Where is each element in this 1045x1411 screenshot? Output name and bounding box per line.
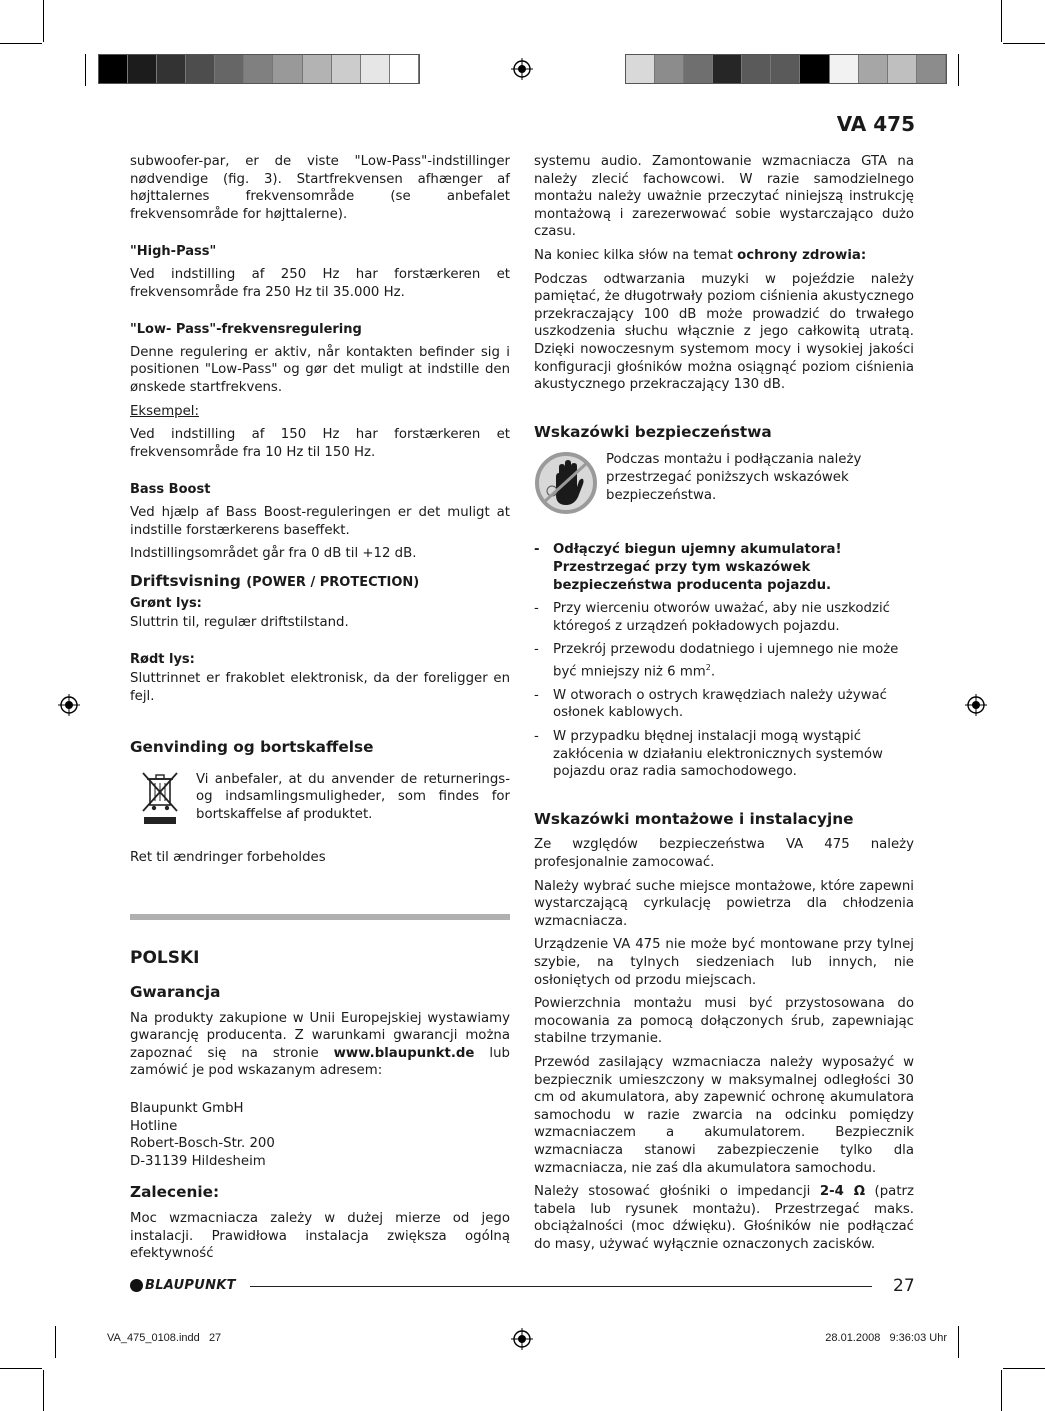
- heading-gwarancja: Gwarancja: [130, 983, 221, 1002]
- text-bold: ochrony zdrowia:: [737, 247, 867, 263]
- color-swatch: [361, 55, 390, 83]
- color-swatch: [99, 55, 128, 83]
- reserve-note: Ret til ændringer forbeholdes: [130, 849, 326, 865]
- color-swatch: [186, 55, 215, 83]
- crop-mark: [1001, 0, 1002, 42]
- paragraph: Sluttrin til, regulær driftstilstand.: [130, 614, 349, 630]
- text: Na produkty zakupione w Unii Europejskiej wystawiamy gwarancję producenta. Z warunkami gwarancji można zapoznać się na stronie: [130, 1010, 510, 1061]
- color-bar-right: [625, 54, 947, 84]
- blaupunkt-link[interactable]: www.blaupunkt.de: [333, 1045, 475, 1061]
- crop-mark: [85, 54, 86, 86]
- left-column: [130, 153, 510, 1269]
- paragraph: Denne regulering er aktiv, når kontakten befinder sig i positionen "Low-Pass" og gør det muligt at indstille den ønskede startfrekvens.: [130, 344, 510, 395]
- text: (patrz tabela lub rysunek montażu). Przestrzegać maks. obciążalności (moc dźwięku). Głośników nie podłączać do masy, używać wyłącznie oznaczonych zacisków.: [534, 1184, 914, 1252]
- paragraph: Ved hjælp af Bass Boost-reguleringen er det muligt at indstille forstærkerens baseffekt.: [130, 504, 510, 538]
- color-swatch: [390, 55, 419, 83]
- paragraph: Podczas odtwarzania muzyki w pojeździe należy pamiętać, że długotrwały poziom ciśnienia akustycznego przekraczający 100 dB może prowadzić do trwałego uszkodzenia słuchu włącznie z jego całkowitą utratą. Dzięki nowoczesnym systemom mocy i wysokiej jakości konfiguracji głośników można osiągnąć poziom ciśnienia akustycznego przekraczający 130 dB.: [534, 271, 914, 393]
- crop-mark: [0, 1368, 42, 1369]
- paragraph: Indstillingsområdet går fra 0 dB til +12 dB.: [130, 546, 417, 562]
- crop-mark: [958, 54, 959, 86]
- color-swatch: [332, 55, 361, 83]
- paragraph: Vi anbefaler, at du anvender de returnerings- og indsamlingsmuligheder, som findes for bortskaffelse af produktet.: [196, 771, 510, 823]
- paragraph: [534, 247, 914, 265]
- color-swatch: [655, 55, 684, 83]
- color-swatch: [273, 55, 302, 83]
- crop-mark: [958, 1326, 959, 1358]
- address-line: Robert-Bosch-Str. 200: [130, 1136, 275, 1152]
- registration-mark-icon: [965, 694, 987, 716]
- paragraph: [130, 1010, 510, 1080]
- registration-mark-icon: [58, 694, 80, 716]
- list-item: - W otworach o ostrych krawędziach należy używać osłonek kablowych.: [534, 687, 914, 722]
- crop-mark: [55, 1326, 56, 1358]
- heading-high-pass: "High-Pass": [130, 244, 217, 260]
- color-swatch: [626, 55, 655, 83]
- text-bold: 2-4 Ω: [819, 1184, 866, 1200]
- paragraph: [534, 1183, 914, 1253]
- recycling-block: [130, 771, 510, 827]
- address-line: D-31139 Hildesheim: [130, 1153, 266, 1169]
- heading-safety: Wskazówki bezpieczeństwa: [534, 422, 772, 441]
- registration-mark-icon: [511, 1328, 533, 1350]
- color-swatch: [888, 55, 917, 83]
- brand-name: BLAUPUNKT: [145, 1278, 236, 1293]
- heading-low-pass: "Low- Pass"-frekvensregulering: [130, 322, 362, 338]
- print-date: 28.01.2008 9:36:03 Uhr: [825, 1332, 947, 1344]
- color-swatch: [215, 55, 244, 83]
- superscript: 2: [705, 662, 711, 672]
- paragraph: Ved indstilling af 250 Hz har forstærkeren et frekvensområde fra 250 Hz til 35.000 Hz.: [130, 266, 510, 300]
- heading-mounting: Wskazówki montażowe i instalacyjne: [534, 809, 854, 828]
- crop-mark: [1001, 1370, 1002, 1411]
- stop-hand-icon: [534, 451, 598, 515]
- color-swatch: [917, 55, 946, 83]
- text: Na koniec kilka słów na temat: [534, 247, 738, 263]
- section-divider: [130, 914, 510, 920]
- address-line: Blaupunkt GmbH: [130, 1101, 244, 1116]
- brand-dot-icon: [130, 1279, 143, 1292]
- crop-mark: [1003, 43, 1045, 44]
- crop-mark: [43, 1370, 44, 1411]
- color-swatch: [303, 55, 332, 83]
- color-swatch: [742, 55, 771, 83]
- paragraph: Ze względów bezpieczeństwa VA 475 należy profesjonalnie zamocować.: [534, 837, 914, 871]
- crop-mark: [0, 43, 42, 44]
- color-swatch: [859, 55, 888, 83]
- color-swatch: [157, 55, 186, 83]
- paragraph: Przewód zasilający wzmacniacza należy wyposażyć w bezpiecznik umieszczony w maksymalnej odległości 30 cm od akumulatora, aby zapewnić ochronę akumulatora samochodu w razie zwarcia na odcinku pomiędzy wzmacniaczem a akumulatorem. Bezpiecznik wzmacniacza stanowi zabezpieczenie tylko dla wzmacniacza, nie zaś dla akumulatora samochodu.: [534, 1054, 914, 1176]
- text: lub zamówić je pod wskazanym adresem:: [130, 1045, 510, 1079]
- paragraph: Urządzenie VA 475 nie może być montowane przy tylnej szybie, na tylnych siedzeniach lub innych, nie osłoniętych od przodu miejscach.: [534, 937, 914, 988]
- safety-list: [534, 541, 914, 781]
- right-column: [534, 153, 914, 1260]
- color-bar-left: [98, 54, 420, 84]
- heading-polski: POLSKI: [130, 948, 200, 969]
- paragraph: Moc wzmacniacza zależy w dużej mierze od jego instalacji. Prawidłowa instalacja zwiększa ogólną efektywność: [130, 1210, 510, 1262]
- heading-red-light: Rødt lys:: [130, 652, 195, 668]
- crossed-bin-icon: [140, 771, 180, 827]
- heading-subtext: (POWER / PROTECTION): [246, 574, 420, 590]
- heading-zalecenie: Zalecenie:: [130, 1183, 220, 1202]
- address-block: [130, 1100, 510, 1170]
- list-item: - Przy wierceniu otworów uważać, aby nie uszkodzić któregoś z urządzeń pokładowych pojazdu.: [534, 600, 914, 635]
- heading-green-light: Grønt lys:: [130, 596, 202, 612]
- color-swatch: [684, 55, 713, 83]
- safety-intro-block: [534, 451, 914, 515]
- color-swatch: [800, 55, 829, 83]
- text: .: [710, 664, 716, 680]
- list-item: - Odłączyć biegun ujemny akumulatora! Przestrzegać przy tym wskazówek bezpieczeństwa producenta pojazdu.: [534, 541, 914, 594]
- paragraph: systemu audio. Zamontowanie wzmacniacza GTA na należy zlecić fachowcowi. W razie samodzielnego montażu należy uważnie przeczytać niniejszą instrukcję montażową i zarezerwować sobie wystarczająco dużo czasu.: [534, 154, 914, 240]
- color-swatch: [128, 55, 157, 83]
- heading-recycling: Genvinding og bortskaffelse: [130, 738, 374, 757]
- crop-mark: [43, 0, 44, 42]
- heading-bass-boost: Bass Boost: [130, 482, 211, 498]
- example-label: Eksempel:: [130, 403, 199, 419]
- paragraph: subwoofer-par, er de viste "Low-Pass"-indstillinger nødvendige (fig. 3). Startfrekvensen afhænger af højttalernes frekvensområde (se anbefalet frekvensområde for højttalerne).: [130, 154, 510, 222]
- color-swatch: [771, 55, 800, 83]
- file-info: VA_475_0108.indd 27: [107, 1332, 222, 1344]
- list-item: [534, 641, 914, 681]
- paragraph: Podczas montażu i podłączania należy przestrzegać poniższych wskazówek bezpieczeństwa.: [606, 452, 862, 503]
- crop-mark: [1003, 1368, 1045, 1369]
- color-swatch: [713, 55, 742, 83]
- paragraph: Ved indstilling af 150 Hz har forstærkeren et frekvensområde fra 10 Hz til 150 Hz.: [130, 427, 510, 460]
- color-swatch: [244, 55, 273, 83]
- text: Należy stosować głośniki o impedancji: [534, 1184, 820, 1200]
- registration-mark-icon: [511, 58, 533, 80]
- heading-text: Driftsvisning: [130, 571, 241, 590]
- text: Przekrój przewodu dodatniego i ujemnego nie może być mniejszy niż 6 mm: [553, 642, 899, 680]
- heading-driftsvisning: [130, 573, 510, 592]
- address-line: Hotline: [130, 1118, 178, 1134]
- model-title: VA 475: [836, 112, 915, 136]
- footer-rule: [250, 1286, 872, 1287]
- page-number: 27: [893, 1276, 915, 1296]
- brand-logo: [130, 1278, 236, 1293]
- paragraph: Sluttrinnet er frakoblet elektronisk, da der foreligger en fejl.: [130, 671, 510, 704]
- paragraph: Powierzchnia montażu musi być przystosowana do mocowania za pomocą dołączonych śrub, zapewniając stabilne trzymanie.: [534, 996, 914, 1047]
- color-swatch: [830, 55, 859, 83]
- paragraph: Należy wybrać suche miejsce montażowe, które zapewni wystarczającą cyrkulację powietrza dla chłodzenia wzmacniacza.: [534, 878, 914, 929]
- list-item: - W przypadku błędnej instalacji mogą wystąpić zakłócenia w działaniu elektronicznych systemów pojazdu oraz radia samochodowego.: [534, 728, 914, 781]
